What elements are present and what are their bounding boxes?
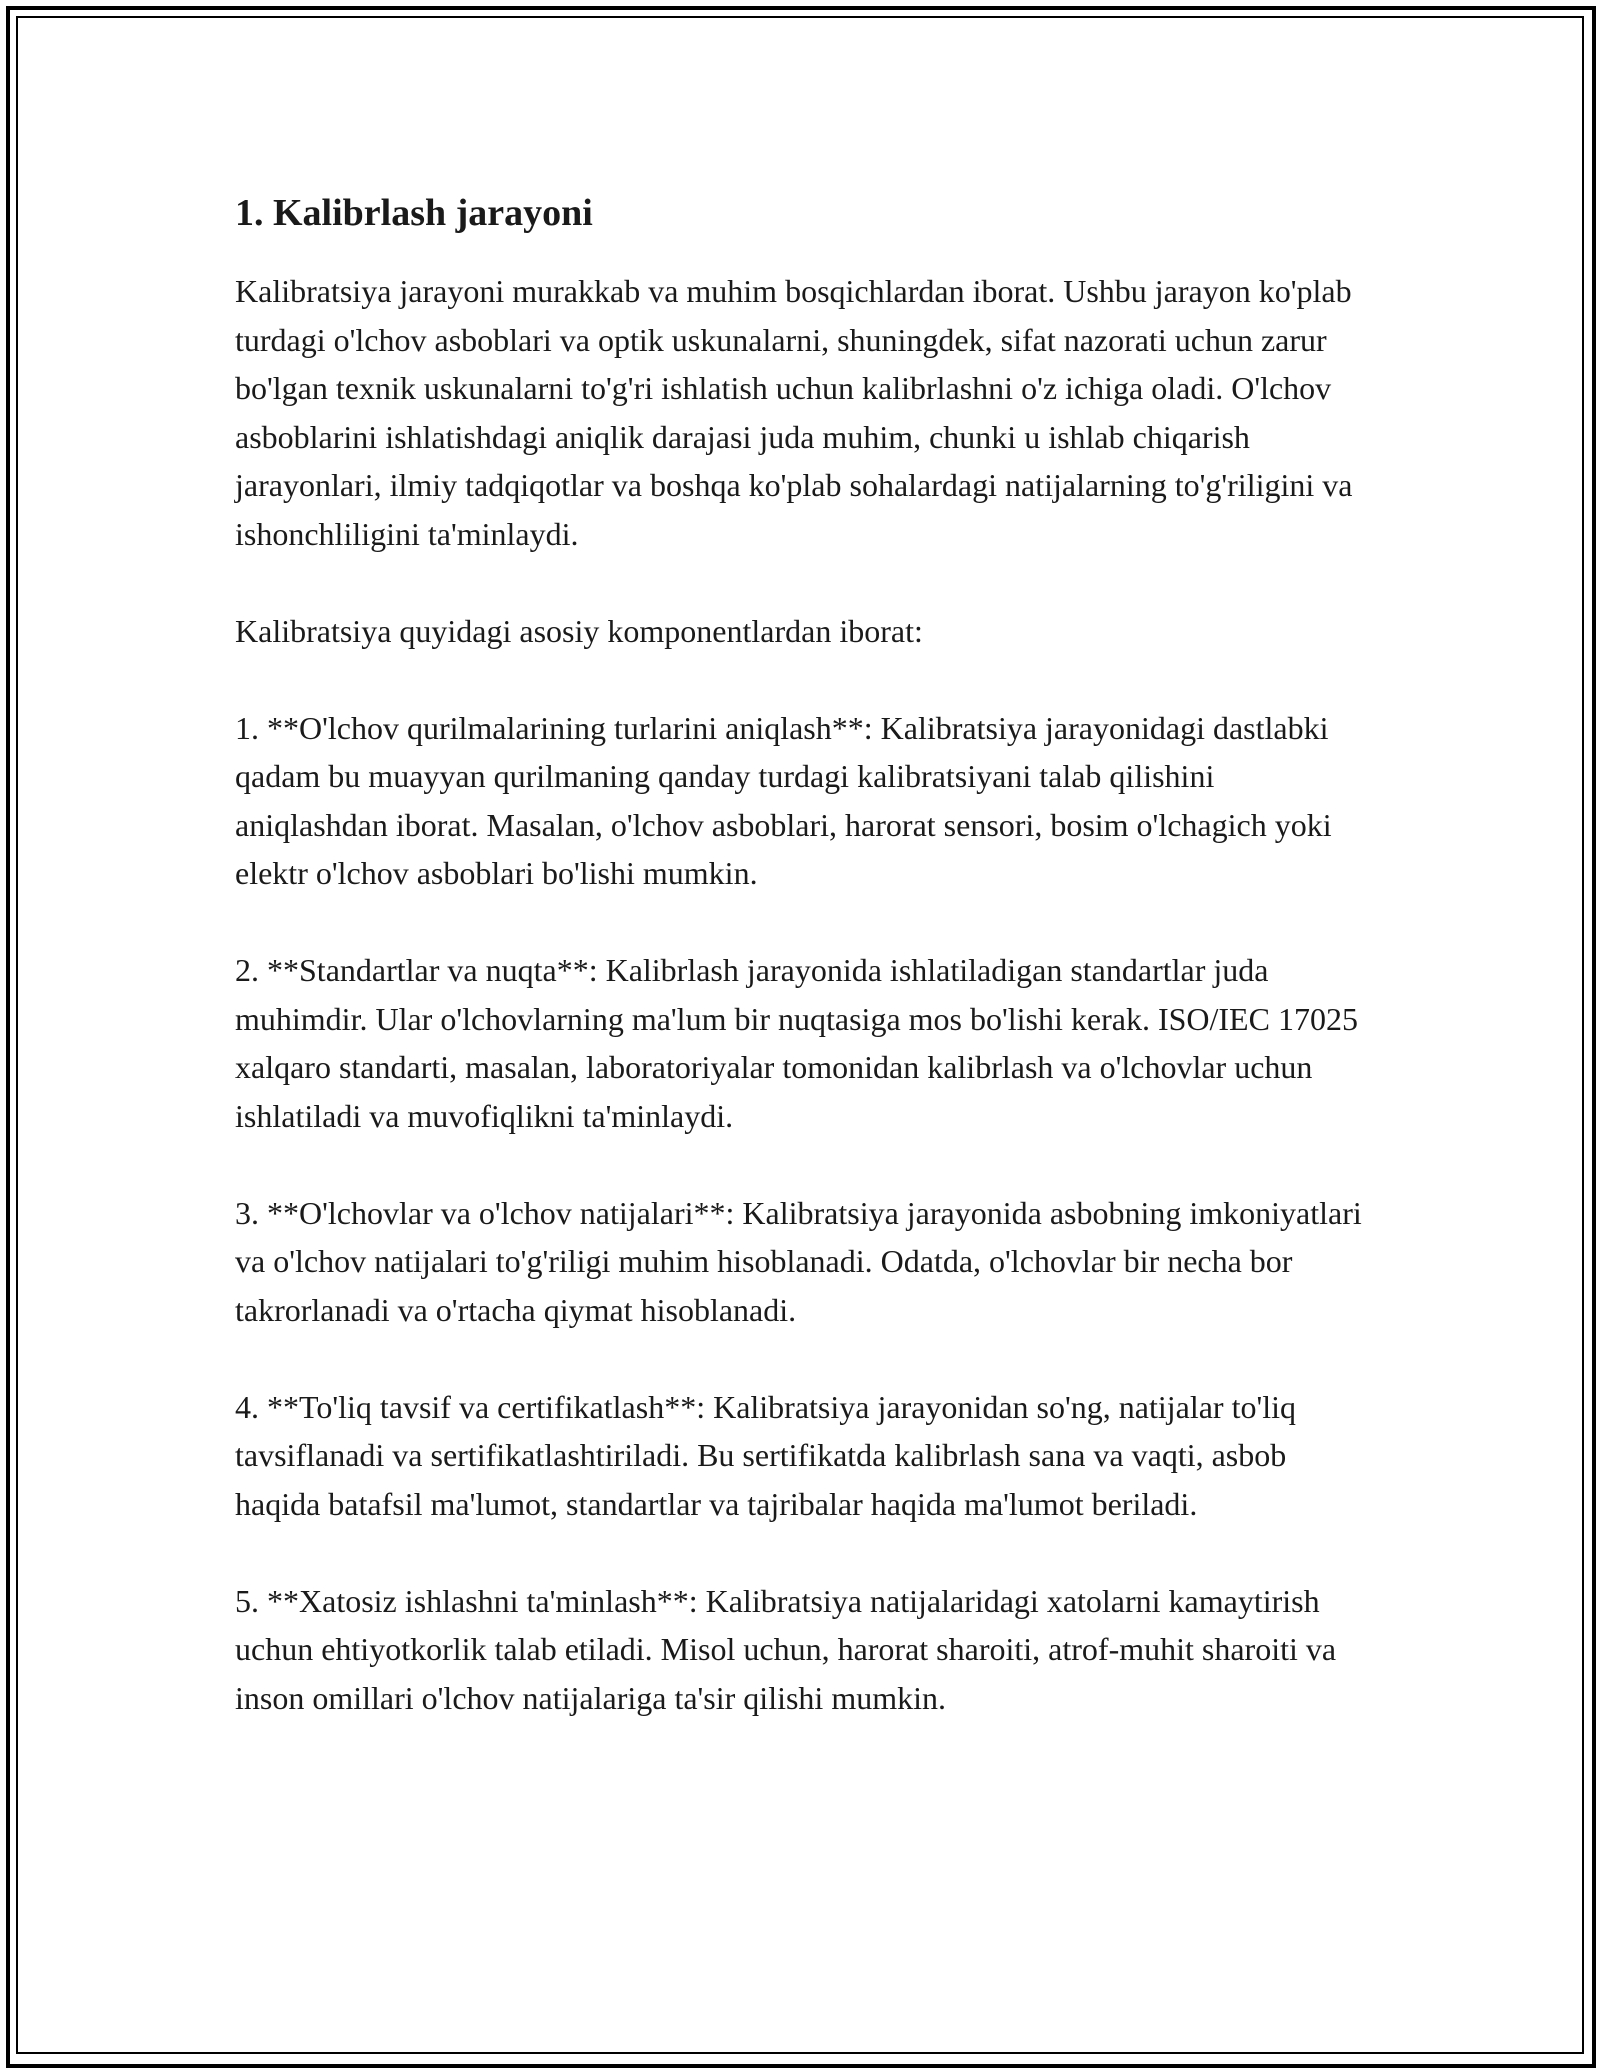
list-item-1: 1. **O'lchov qurilmalarining turlarini aniqlash**: Kalibratsiya jarayonidagi dastlabki qadam bu muayyan qurilmaning qanday turdagi kalibratsiyani talab qilishini aniqlashdan iborat. Masalan, o'lchov asboblari, harorat sensori, bosim o'lchagich yoki elektr o'lchov asboblari bo'lishi mumkin. [235,709,1332,891]
components-intro: Kalibratsiya quyidagi asosiy komponentlardan iborat: [235,612,923,649]
list-item-3: 3. **O'lchovlar va o'lchov natijalari**: Kalibratsiya jarayonida asbobning imkoniyatlari va o'lchov natijalari to'g'riligi muhim hisoblanadi. Odatda, o'lchovlar bir necha bor takrorlanadi va o'rtacha qiymat hisoblanadi. [235,1194,1362,1328]
section-heading: 1. Kalibrlash jarayoni [235,192,593,234]
list-item-4: 4. **To'liq tavsif va certifikatlash**: Kalibratsiya jarayonidan so'ng, natijalar to'liq tavsiflanadi va sertifikatlashtiriladi. Bu sertifikatda kalibrlash sana va vaqti, asbob haqida batafsil ma'lumot, standartlar va tajribalar haqida ma'lumot beriladi. [235,1388,1296,1522]
list-item-2: 2. **Standartlar va nuqta**: Kalibrlash jarayonida ishlatiladigan standartlar juda muhimdir. Ular o'lchovlarning ma'lum bir nuqtasiga mos bo'lishi kerak. ISO/IEC 17025 xalqaro standarti, masalan, laboratoriyalar tomonidan kalibrlash va o'lchovlar uchun ishlatiladi va muvofiqlikni ta'minlaydi. [235,952,1358,1134]
document-body [235,185,1375,1771]
intro-paragraph: Kalibratsiya jarayoni murakkab va muhim bosqichlardan iborat. Ushbu jarayon ko'plab turdagi o'lchov asboblari va optik uskunalarni, shuningdek, sifat nazorati uchun zarur bo'lgan texnik uskunalarni to'g'ri ishlatish uchun kalibrlashni o'z ichiga oladi. O'lchov asboblarini ishlatishdagi aniqlik darajasi juda muhim, chunki u ishlab chiqarish jarayonlari, ilmiy tadqiqotlar va boshqa ko'plab sohalardagi natijalarning to'g'riligini va ishonchliligini ta'minlaydi. [235,273,1353,552]
list-item-5: 5. **Xatosiz ishlashni ta'minlash**: Kalibratsiya natijalaridagi xatolarni kamaytirish uchun ehtiyotkorlik talab etiladi. Misol uchun, harorat sharoiti, atrof-muhit sharoiti va inson omillari o'lchov natijalariga ta'sir qilishi mumkin. [235,1582,1337,1716]
